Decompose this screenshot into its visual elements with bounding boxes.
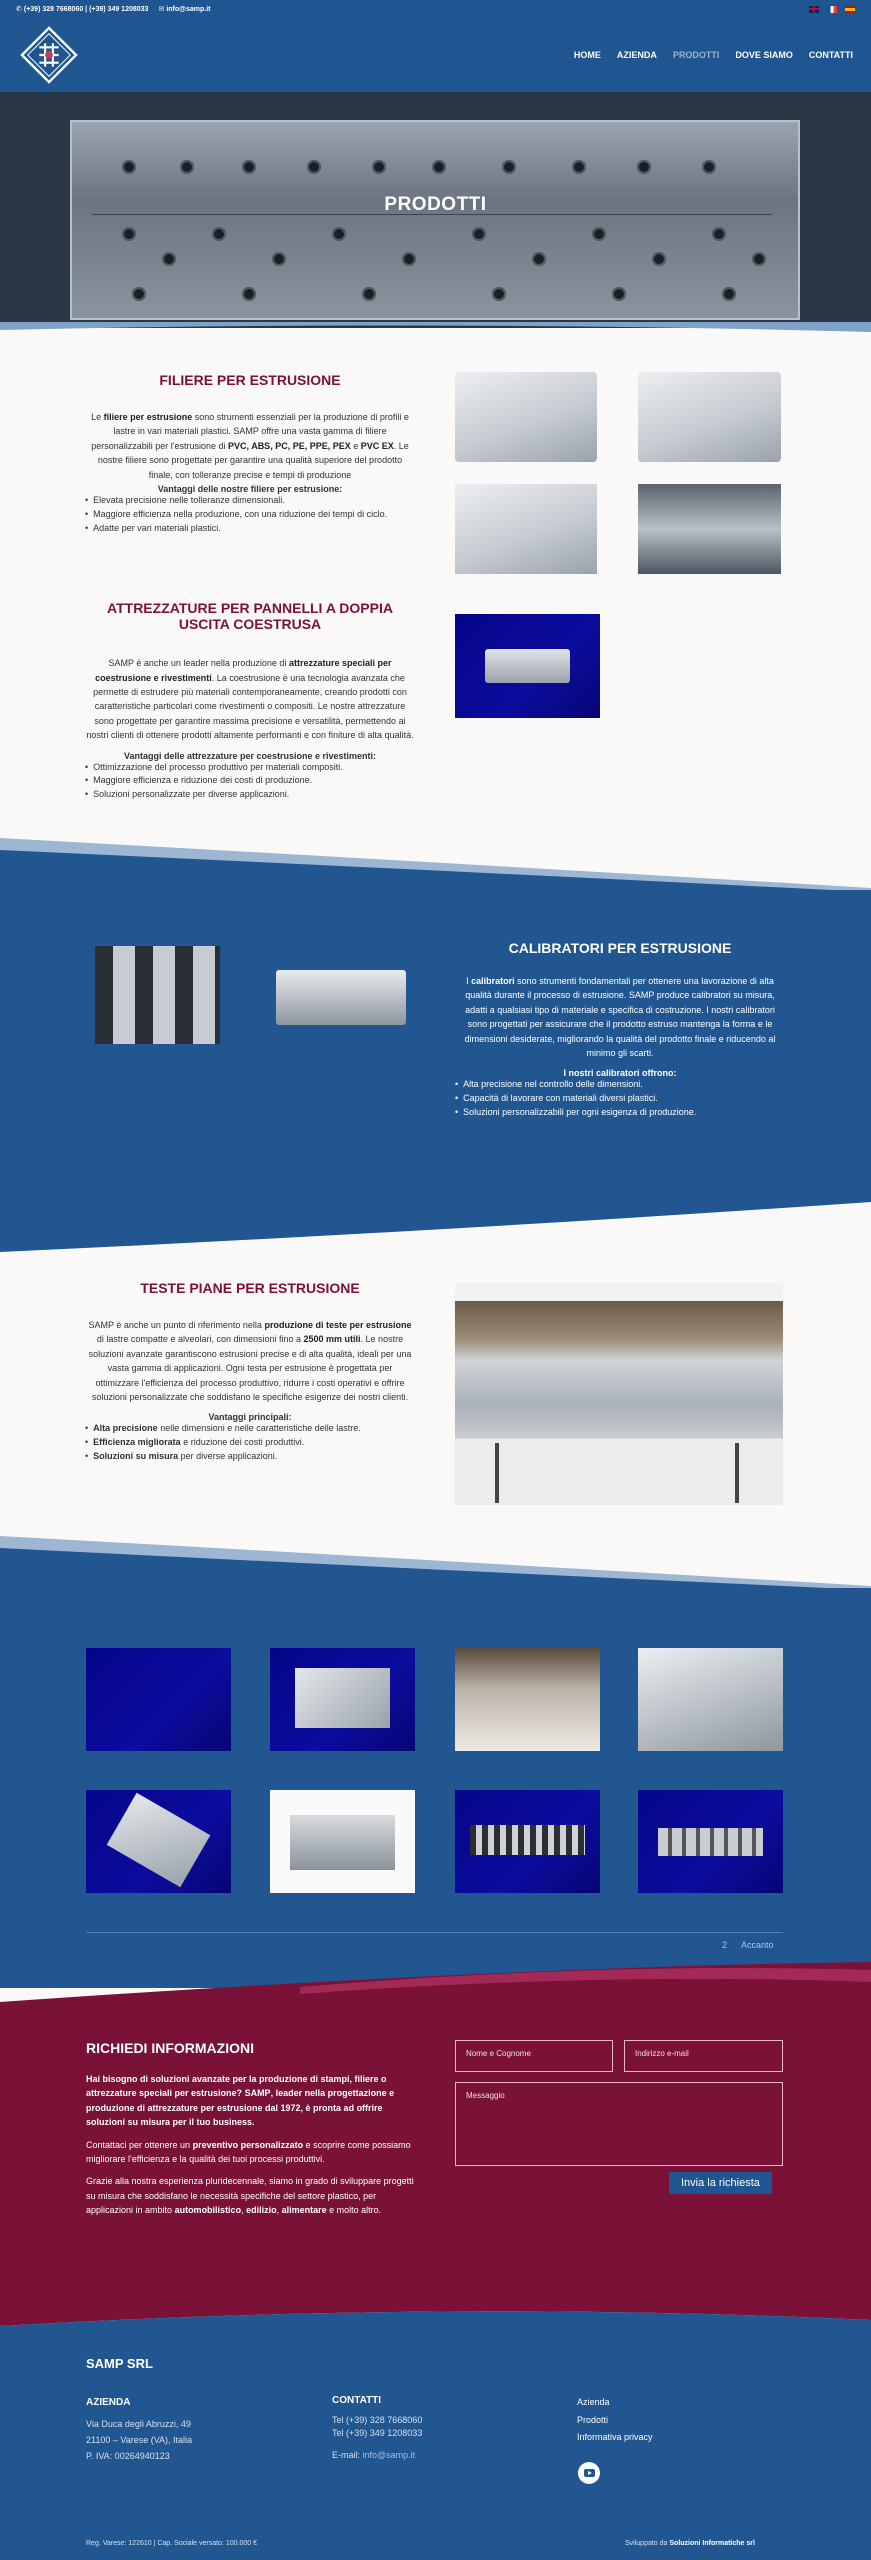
email-field[interactable]: Indirizzo e-mail bbox=[624, 2040, 783, 2072]
calibratori-list-heading: I nostri calibratori offrono: bbox=[563, 1068, 677, 1079]
message-field[interactable]: Messaggio bbox=[455, 2082, 783, 2166]
teste-section bbox=[85, 1280, 415, 1464]
gallery-image-7[interactable] bbox=[455, 1790, 600, 1893]
calibratori-wave-bottom bbox=[0, 1196, 871, 1256]
list-item: • Soluzioni su misura per diverse applicazioni. bbox=[85, 1450, 415, 1464]
topbar-email[interactable]: info@samp.it bbox=[166, 5, 211, 13]
list-item: • Alta precisione nel controllo delle dimensioni. bbox=[455, 1078, 785, 1092]
submit-request-button[interactable]: Invia la richiesta bbox=[669, 2172, 772, 2194]
list-item: • Soluzioni personalizzabili per ogni esigenza di produzione. bbox=[455, 1106, 785, 1120]
footer-tel-2[interactable]: Tel (+39) 349 1208033 bbox=[332, 2427, 423, 2438]
footer-email-link[interactable]: info@samp.it bbox=[362, 2450, 416, 2461]
flag-fr-icon[interactable] bbox=[827, 6, 837, 13]
calibratori-title: CALIBRATORI PER ESTRUSIONE bbox=[508, 940, 732, 956]
teste-benefits-list bbox=[85, 1422, 415, 1464]
page-title: PRODOTTI bbox=[384, 194, 487, 215]
contact-form-title: RICHIEDI INFORMAZIONI bbox=[86, 2040, 254, 2056]
footer-contatti-column bbox=[332, 2394, 422, 2462]
footer-contatti-heading: CONTATTI bbox=[332, 2395, 382, 2406]
gallery-image-8[interactable] bbox=[638, 1790, 783, 1893]
gallery-image-5[interactable] bbox=[86, 1790, 231, 1893]
footer-registration: Reg. Varese: 122610 | Cap. Sociale versato: 100.000 € bbox=[86, 2540, 257, 2547]
nav-azienda[interactable]: AZIENDA bbox=[616, 50, 657, 60]
pagination-next[interactable]: Accanto bbox=[741, 1940, 774, 1950]
list-item: • Alta precisione nelle dimensioni e nelle caratteristiche delle lastre. bbox=[85, 1422, 415, 1436]
footer-credits: Sviluppato da Soluzioni Informatiche srl bbox=[625, 2540, 755, 2547]
email-icon: ✉ bbox=[158, 6, 165, 13]
gallery-image-1[interactable] bbox=[86, 1648, 231, 1751]
filiere-title: FILIERE PER ESTRUSIONE bbox=[159, 372, 341, 388]
filiera-image-1[interactable] bbox=[455, 372, 597, 462]
filiere-description: Le filiere per estrusione sono strumenti essenziali per la produzione di profili e lastre in vari materiali plastici. SAMP offre una vasta gamma di filiere personalizzabili per l'estrusione di PVC, ABS, PC, PE, PPE, PEX e PVC EX. Le nostre filiere sono progettate per garantire una qualità superiore del prodotto finale, con tolleranze precise e tempi di produzione bbox=[91, 412, 409, 480]
hero-banner bbox=[0, 92, 871, 328]
attrezzature-section bbox=[85, 600, 415, 802]
top-bar bbox=[0, 0, 871, 18]
gallery-image-2[interactable] bbox=[270, 1648, 415, 1751]
list-item: • Maggiore efficienza e riduzione dei costi di produzione. bbox=[85, 774, 415, 788]
youtube-icon[interactable] bbox=[578, 2462, 600, 2484]
nav-home[interactable]: HOME bbox=[573, 50, 601, 60]
filiera-image-2[interactable] bbox=[638, 372, 781, 462]
footer-links bbox=[577, 2394, 653, 2447]
teste-title: TESTE PIANE PER ESTRUSIONE bbox=[140, 1280, 360, 1296]
list-item: • Soluzioni personalizzate per diverse applicazioni. bbox=[85, 788, 415, 802]
attrezzatura-image[interactable] bbox=[455, 614, 600, 718]
calibratori-wave-top bbox=[0, 832, 871, 892]
main-nav bbox=[574, 50, 853, 60]
list-item: • Maggiore efficienza nella produzione, con una riduzione dei tempi di ciclo. bbox=[85, 508, 415, 522]
gallery-image-6[interactable] bbox=[270, 1790, 415, 1893]
contact-paragraph-1: Hai bisogno di soluzioni avanzate per la produzione di stampi, filiere o attrezzature speciali per estrusione? SAMP, leader nella progettazione e produzione di attrezzature per estrusione dal 1972, è pronta ad offrire soluzioni su misura per il tuo business. bbox=[86, 2074, 395, 2128]
calibratore-image-1[interactable] bbox=[85, 940, 230, 1050]
filiere-benefits-list bbox=[85, 494, 415, 536]
list-item: • Elevata precisione nelle tolleranze dimensionali. bbox=[85, 494, 415, 508]
gallery-wave-top bbox=[0, 1530, 871, 1590]
hero-steel-plate-image bbox=[70, 120, 800, 320]
footer-azienda-heading: AZIENDA bbox=[86, 2397, 131, 2408]
calibratori-benefits-list bbox=[455, 1078, 785, 1120]
contact-form-text bbox=[86, 2040, 416, 2218]
footer-azienda-column bbox=[86, 2394, 192, 2465]
teste-list-heading: Vantaggi principali: bbox=[208, 1412, 292, 1423]
footer-link-prodotti[interactable]: Prodotti bbox=[577, 2414, 609, 2425]
list-item: • Capacità di lavorare con materiali diversi plastici. bbox=[455, 1092, 785, 1106]
list-item: • Efficienza migliorata e riduzione dei costi produttivi. bbox=[85, 1436, 415, 1450]
footer-credits-link[interactable]: Soluzioni Informatiche srl bbox=[669, 2540, 755, 2547]
footer-address-line-2: 21100 – Varese (VA), Italia bbox=[86, 2435, 193, 2446]
pagination-page-2[interactable]: 2 bbox=[722, 1940, 728, 1950]
footer-tel-1[interactable]: Tel (+39) 328 7668060 bbox=[332, 2415, 423, 2425]
gallery-image-3[interactable] bbox=[455, 1648, 600, 1751]
gallery-pagination bbox=[722, 1940, 774, 1950]
nav-dove-siamo[interactable]: DOVE SIAMO bbox=[735, 50, 793, 60]
phone-icon: ✆ bbox=[16, 6, 22, 13]
footer-link-azienda[interactable]: Azienda bbox=[577, 2397, 610, 2407]
attrezzature-benefits-list bbox=[85, 761, 415, 803]
site-header bbox=[0, 18, 871, 92]
footer-address-line-1: Via Duca degli Abruzzi, 49 bbox=[86, 2419, 191, 2429]
list-item: • Adatte per vari materiali plastici. bbox=[85, 522, 415, 536]
footer-email-row: E-mail: info@samp.it bbox=[332, 2450, 416, 2461]
filiera-image-3[interactable] bbox=[455, 484, 597, 574]
attrezzature-title: ATTREZZATURE PER PANNELLI A DOPPIA USCITA COESTRUSA bbox=[107, 600, 393, 633]
gallery-image-4[interactable] bbox=[638, 1648, 783, 1751]
hero-wave-divider bbox=[0, 322, 871, 342]
calibratori-description: I calibratori sono strumenti fondamentali per ottenere una lavorazione di alta qualità durante il processo di estrusione. SAMP produce calibratori su misura, adatti a qualsiasi tipo di materiale e specifica di costruzione. I nostri calibratori sono progettati per assicurare che il prodotto estruso mantenga la forma e le dimensioni desiderate, migliorando la qualità del prodotto finale e riducendo al minimo gli scarti. bbox=[464, 976, 776, 1058]
flag-en-icon[interactable] bbox=[809, 6, 819, 13]
calibratori-text bbox=[455, 940, 785, 1120]
footer-link-privacy[interactable]: Informativa privacy bbox=[577, 2432, 653, 2443]
nav-contatti[interactable]: CONTATTI bbox=[808, 50, 853, 60]
samp-logo-icon[interactable] bbox=[20, 26, 78, 84]
teste-description: SAMP è anche un punto di riferimento nella produzione di teste per estrusione di lastre compatte e alveolari, con dimensioni fino a 2500 mm utili. Le nostre soluzioni avanzate garantiscono estrusioni precise e di alta qualità, ideali per una vasta gamma di applicazioni. Ogni testa per estrusione è progettata per ottimizzare l'efficienza del processo produttivo, ridurre i costi operativi e offrire soluzioni personalizzate che soddisfano le specifiche esigenze dei nostri clienti. bbox=[88, 1320, 412, 1403]
footer-vat: P. IVA: 00264940123 bbox=[86, 2451, 170, 2462]
testa-piana-image[interactable] bbox=[455, 1283, 783, 1505]
footer-company-name: SAMP SRL bbox=[86, 2356, 153, 2371]
name-field[interactable]: Nome e Cognome bbox=[455, 2040, 613, 2072]
topbar-phones[interactable]: (+39) 328 7668060 | (+39) 349 1208033 bbox=[23, 5, 149, 13]
filiere-list-heading: Vantaggi delle nostre filiere per estrusione: bbox=[157, 484, 343, 495]
contact-paragraph-3: Grazie alla nostra esperienza pluridecennale, siamo in grado di sviluppare progetti su misura che soddisfano le necessità specifiche del settore plastico, per applicazioni in ambito automobilistico, edilizio, alimentare e molto altro. bbox=[86, 2176, 414, 2216]
gallery-pagination-divider bbox=[86, 1932, 783, 1933]
contact-paragraph-2: Contattaci per ottenere un preventivo personalizzato e scoprire come possiamo migliorare l'efficienza e la qualità dei tuoi processi produttivi. bbox=[86, 2139, 411, 2164]
attrezzature-description: SAMP è anche un leader nella produzione di attrezzature speciali per coestrusione e rivestimenti. La coestrusione è una tecnologia avanzata che permette di estrudere più materiali contemporaneamente, creando prodotti con caratteristiche particolari come rivestimenti o compositi. Le nostre attrezzature sono progettate per garantire massima precisione e versatilità, permettendo ai nostri clienti di ottenere prodotti altamente performanti e con finiture di alta qualità. bbox=[86, 658, 414, 741]
list-item: • Ottimizzazione del processo produttivo per materiali compositi. bbox=[85, 761, 415, 775]
flag-es-icon[interactable] bbox=[845, 6, 855, 13]
filiera-image-4[interactable] bbox=[638, 484, 781, 574]
filiere-section bbox=[85, 372, 415, 536]
calibratore-image-2[interactable] bbox=[270, 940, 415, 1050]
attrezzature-list-heading: Vantaggi delle attrezzature per coestrusione e rivestimenti: bbox=[123, 750, 377, 761]
nav-prodotti[interactable]: PRODOTTI bbox=[672, 50, 720, 60]
